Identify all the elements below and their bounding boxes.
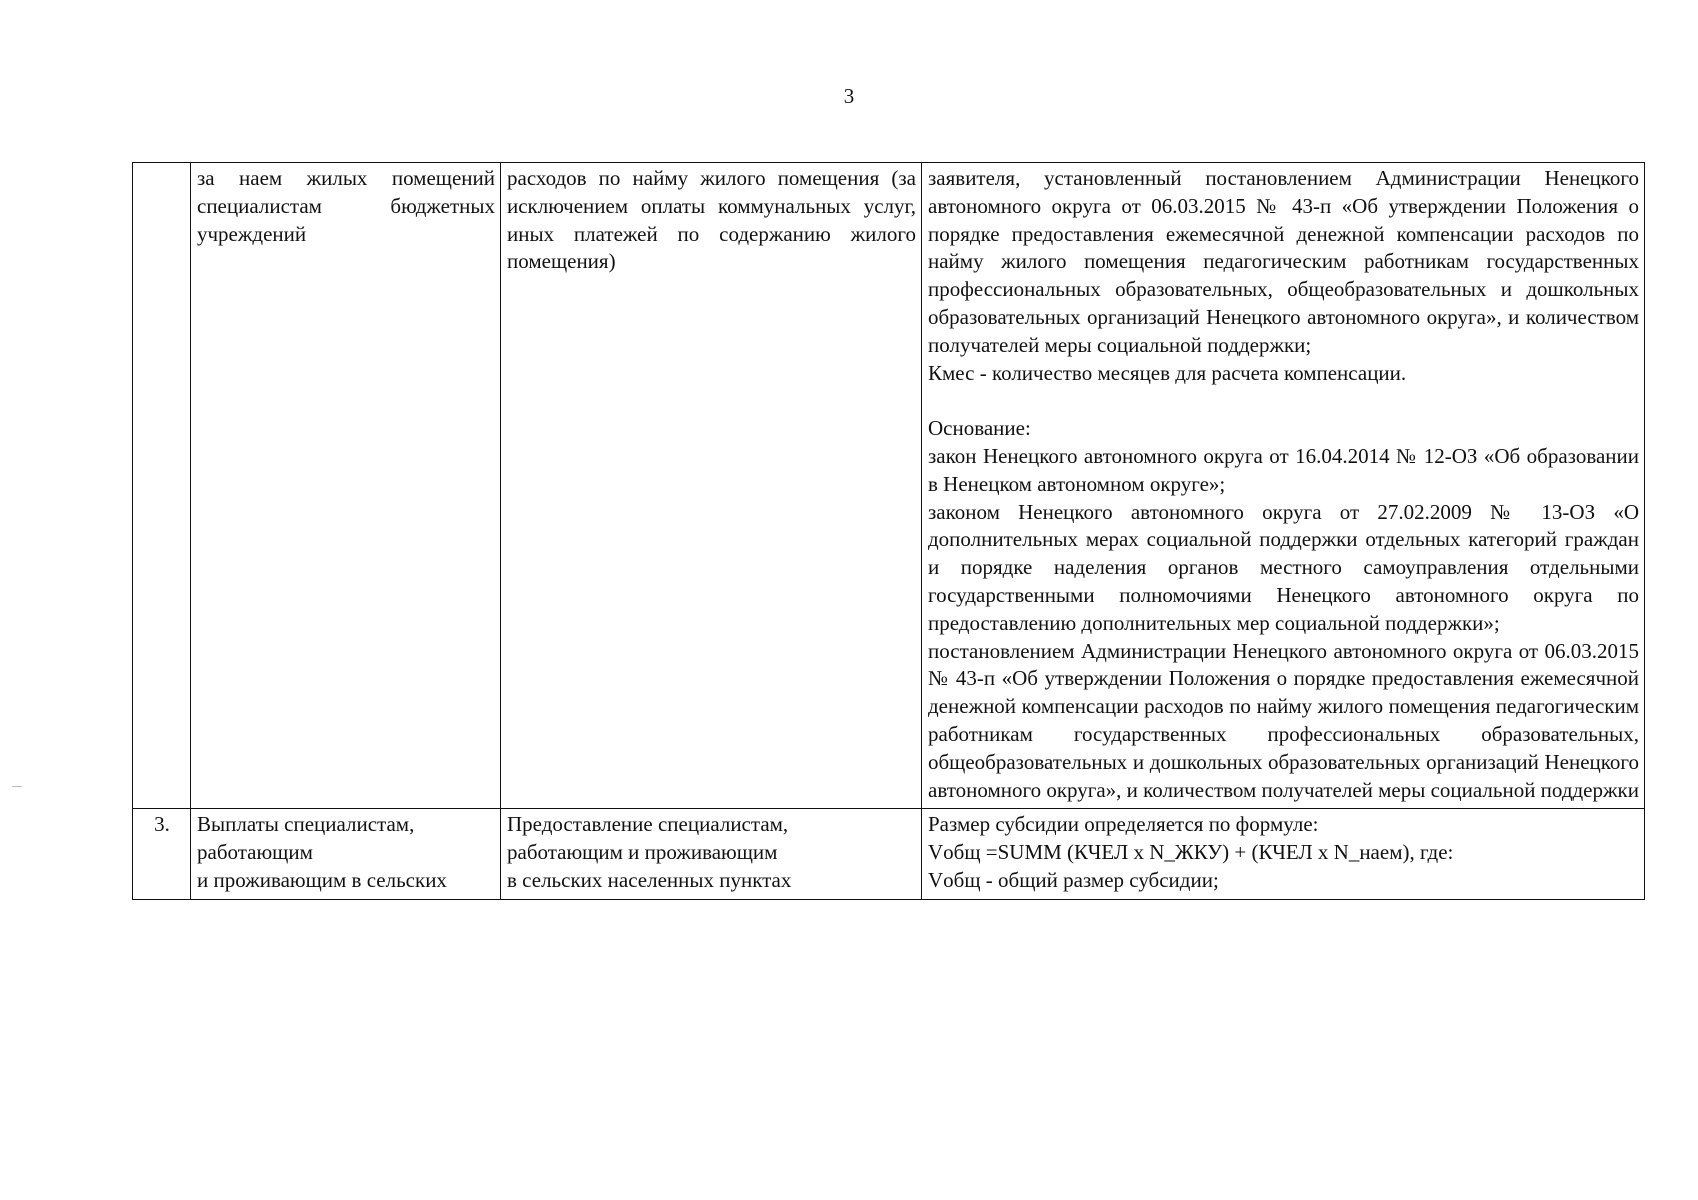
calculation-cell	[922, 809, 1645, 899]
calculation-cell	[922, 163, 1645, 809]
cell-line: и проживающим в сельских	[197, 867, 447, 892]
page-number: 3	[843, 84, 855, 108]
cell-line: работающим и проживающим	[507, 840, 778, 865]
row-number-cell	[133, 163, 191, 809]
description-cell	[501, 809, 922, 899]
document-table	[132, 162, 1645, 900]
paragraph-gap	[928, 387, 1639, 415]
row-number-cell: 3.	[133, 809, 191, 899]
basis-paragraph: постановлением Администрации Ненецкого автономного округа от 06.03.2015 № 43-п «Об утверждении Положения о порядке предоставления ежемесячной денежной компенсации расходов по найму жилого помещения педагогическим работникам государственных профессиональных образовательных, общеобразовательных и дошкольных образовательных организаций Ненецкого автономного округа», и количеством получателей меры социальной поддержки	[928, 638, 1639, 802]
table-row	[133, 809, 1645, 899]
scan-edge-mark	[12, 786, 22, 787]
cell-line: Выплаты специалистам,	[197, 812, 415, 837]
basis-paragraph: закон Ненецкого автономного округа от 16.04.2014 № 12-ОЗ «Об образовании в Ненецком автономном округе»;	[928, 443, 1639, 496]
calc-paragraph: Кмес - количество месяцев для расчета компенсации.	[928, 360, 1407, 385]
payment-type-cell	[191, 809, 501, 899]
cell-line: работающим	[197, 840, 313, 865]
table-row	[133, 163, 1645, 809]
cell-line: в сельских населенных пунктах	[507, 867, 792, 892]
cell-line: Vобщ - общий размер субсидии;	[928, 867, 1219, 892]
basis-paragraph: законом Ненецкого автономного округа от 27.02.2009 № 13-ОЗ «О дополнительных мерах социальной поддержки отдельных категорий граждан и порядке наделения органов местного самоуправления отдельными государственными полномочиями Ненецкого автономного округа по предоставлению дополнительных мер социальной поддержки»;	[928, 499, 1639, 635]
cell-line: Предоставление специалистам,	[507, 812, 789, 837]
calc-paragraph: заявителя, установленный постановлением Администрации Ненецкого автономного округа от 06.03.2015 № 43-п «Об утверждении Положения о порядке предоставления ежемесячной денежной компенсации расходов по найму жилого помещения педагогическим работникам государственных профессиональных образовательных, общеобразовательных и дошкольных образовательных организаций Ненецкого автономного округа», и количеством получателей меры социальной поддержки;	[928, 166, 1639, 357]
description-cell: расходов по найму жилого помещения (за исключением оплаты коммунальных услуг, иных платежей по содержанию жилого помещения)	[501, 163, 922, 809]
formula-line: Vобщ =SUMM (КЧЕЛ x N_ЖКУ) + (КЧЕЛ x N_наем), где:	[928, 840, 1454, 865]
basis-heading: Основание:	[928, 416, 1031, 441]
payment-type-cell: за наем жилых помещений специалистам бюджетных учреждений	[191, 163, 501, 809]
cell-line: Размер субсидии определяется по формуле:	[928, 812, 1319, 837]
